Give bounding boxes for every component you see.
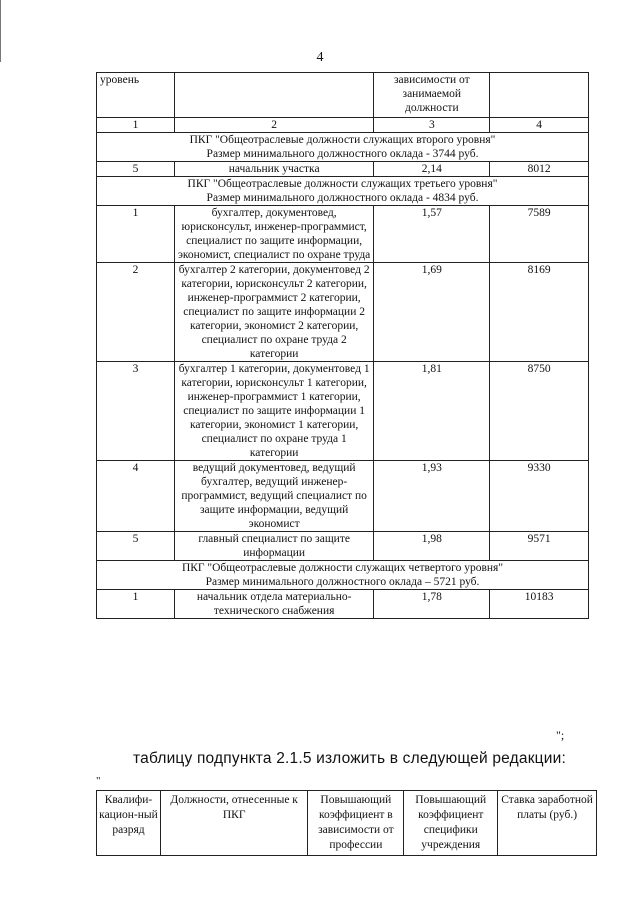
instruction-text: таблицу подпункта 2.1.5 изложить в следующей редакции: [133,750,566,767]
rate-cell: 8750 [490,362,589,461]
coefficient-cell: 1,98 [374,532,490,561]
table-row [97,532,589,561]
rate-cell: 10183 [490,590,589,619]
group-min-salary: Размер минимального должностного оклада - 4834 руб. [206,192,479,204]
group-header [97,561,589,590]
coefficient-cell: 1,57 [374,206,490,263]
column-number: 3 [374,118,490,133]
rate-cell: 9330 [490,461,589,532]
rate-cell: 7589 [490,206,589,263]
level-cell: 1 [97,590,175,619]
coefficient-cell: 1,69 [374,263,490,362]
table-row [97,162,589,177]
coefficient-cell: 1,78 [374,590,490,619]
header-institution-coefficient: Повышающий коэффициент специфики учреждения [404,791,498,856]
header-profession-coefficient: Повышающий коэффициент в зависимости от профессии [308,791,404,856]
table-row [97,206,589,263]
header-level: уровень [97,73,175,118]
position-cell: ведущий документовед, ведущий бухгалтер, ведущий инженер-программист, ведущий специалист по защите информации, ведущий экономист [174,461,374,532]
group-title: ПКГ "Общеотраслевые должности служащих четвертого уровня" [181,562,504,574]
position-cell: начальник участка [174,162,374,177]
group-header [97,133,589,162]
table-row [97,461,589,532]
position-cell: бухгалтер 2 категории, документовед 2 категории, юрисконсульт 2 категории, инженер-программист 2 категории, специалист по защите информации 2 категории, экономист 2 категории, специалист по охране труда 2 категории [174,263,374,362]
level-cell: 5 [97,532,175,561]
header-coefficient: зависимости от занимаемой должности [374,73,490,118]
table-row [97,263,589,362]
header-position [174,73,374,118]
group-header-row [97,133,589,162]
rate-cell: 8169 [490,263,589,362]
column-number: 2 [174,118,374,133]
rate-cell: 8012 [490,162,589,177]
group-header-row [97,177,589,206]
group-title: ПКГ "Общеотраслевые должности служащих третьего уровня" [187,178,498,190]
coefficient-cell: 1,93 [374,461,490,532]
column-number: 4 [490,118,589,133]
group-min-salary: Размер минимального должностного оклада - 3744 руб. [206,148,479,160]
level-cell: 1 [97,206,175,263]
page-number: 4 [316,50,324,65]
group-header [97,177,589,206]
table-row [97,590,589,619]
opening-quote: " [96,775,101,787]
position-cell: бухгалтер 1 категории, документовед 1 категории, юрисконсульт 1 категории, инженер-программист 1 категории, специалист по защите информации 1 категории, экономист 1 категории, специалист по охране труда 1 категории [174,362,374,461]
table-row [97,362,589,461]
level-cell: 2 [97,263,175,362]
position-cell: главный специалист по защите информации [174,532,374,561]
group-header-row [97,561,589,590]
rate-cell: 9571 [490,532,589,561]
table-header-fragment [97,73,589,118]
group-title: ПКГ "Общеотраслевые должности служащих второго уровня" [189,134,496,146]
header-positions: Должности, отнесенные к ПКГ [160,791,308,856]
new-table-header [96,790,597,856]
column-number: 1 [97,118,175,133]
level-cell: 3 [97,362,175,461]
salary-table [96,72,589,619]
coefficient-cell: 1,81 [374,362,490,461]
coefficient-cell: 2,14 [374,162,490,177]
level-cell: 4 [97,461,175,532]
level-cell: 5 [97,162,175,177]
position-cell: бухгалтер, документовед, юрисконсульт, инженер-программист, специалист по защите информации, экономист, специалист по охране труда [174,206,374,263]
position-cell: начальник отдела материально-технического снабжения [174,590,374,619]
new-table-header-row [97,791,597,856]
column-numbers-row [97,118,589,133]
header-rate [490,73,589,118]
header-grade: Квалифи-кацион-ный разряд [97,791,161,856]
group-min-salary: Размер минимального должностного оклада – 5721 руб. [205,576,480,588]
closing-quote: "; [556,728,565,742]
header-salary-rate: Ставка заработной платы (руб.) [498,791,597,856]
